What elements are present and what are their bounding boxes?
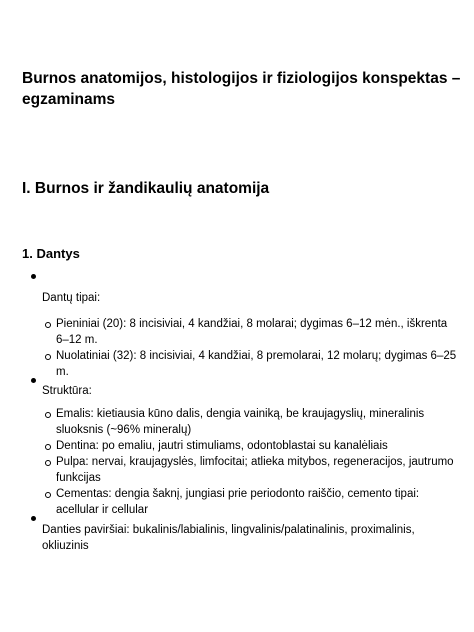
circle-bullet-icon (45, 492, 51, 498)
bullet-icon (31, 378, 36, 383)
list-item-text: Pulpa: nervai, kraujagyslės, limfocitai; atlieka mitybos, regeneracijos, jautrumo funkcijas (56, 456, 454, 484)
section-heading: I. Burnos ir žandikaulių anatomija (22, 180, 270, 197)
list-item-text: Nuolatiniai (32): 8 incisiviai, 4 kandžiai, 8 premolarai, 12 molarų; dygimas 6–25 m. (56, 350, 457, 378)
group-label-surfaces: Danties paviršiai: bukalinis/labialinis, lingvalinis/palatinalinis, proximalinis, okliuzinis (42, 524, 415, 552)
list-item (42, 406, 462, 438)
circle-bullet-icon (45, 412, 51, 418)
circle-bullet-icon (45, 354, 51, 360)
list-item (42, 486, 462, 518)
group-label-structure: Struktūra: (42, 385, 92, 397)
list-item (42, 316, 462, 348)
document-title: Burnos anatomijos, histologijos ir fiziologijos konspektas – egzaminams (22, 70, 461, 108)
list-item (42, 438, 462, 454)
list-item-text: Cementas: dengia šaknį, jungiasi prie periodonto raiščio, cemento tipai: acellular ir cellular (56, 488, 420, 516)
list-item-text: Emalis: kietiausia kūno dalis, dengia vainiką, be kraujagyslių, mineralinis sluoksnis (~96% mineralų) (56, 408, 425, 436)
subsection-heading: 1. Dantys (22, 246, 80, 261)
list-item (42, 454, 462, 486)
bullet-icon (31, 274, 36, 279)
types-list (42, 316, 462, 380)
list-item-text: Dentina: po emaliu, jautri stimuliams, odontoblastai su kanalėliais (56, 440, 388, 452)
group-label-types: Dantų tipai: (42, 292, 101, 304)
circle-bullet-icon (45, 444, 51, 450)
circle-bullet-icon (45, 322, 51, 328)
structure-list (42, 406, 462, 518)
circle-bullet-icon (45, 460, 51, 466)
list-item (42, 348, 462, 380)
list-item-text: Pieniniai (20): 8 incisiviai, 4 kandžiai, 8 molarai; dygimas 6–12 mėn., iškrenta 6–12 m. (56, 318, 448, 346)
bullet-icon (31, 516, 36, 521)
